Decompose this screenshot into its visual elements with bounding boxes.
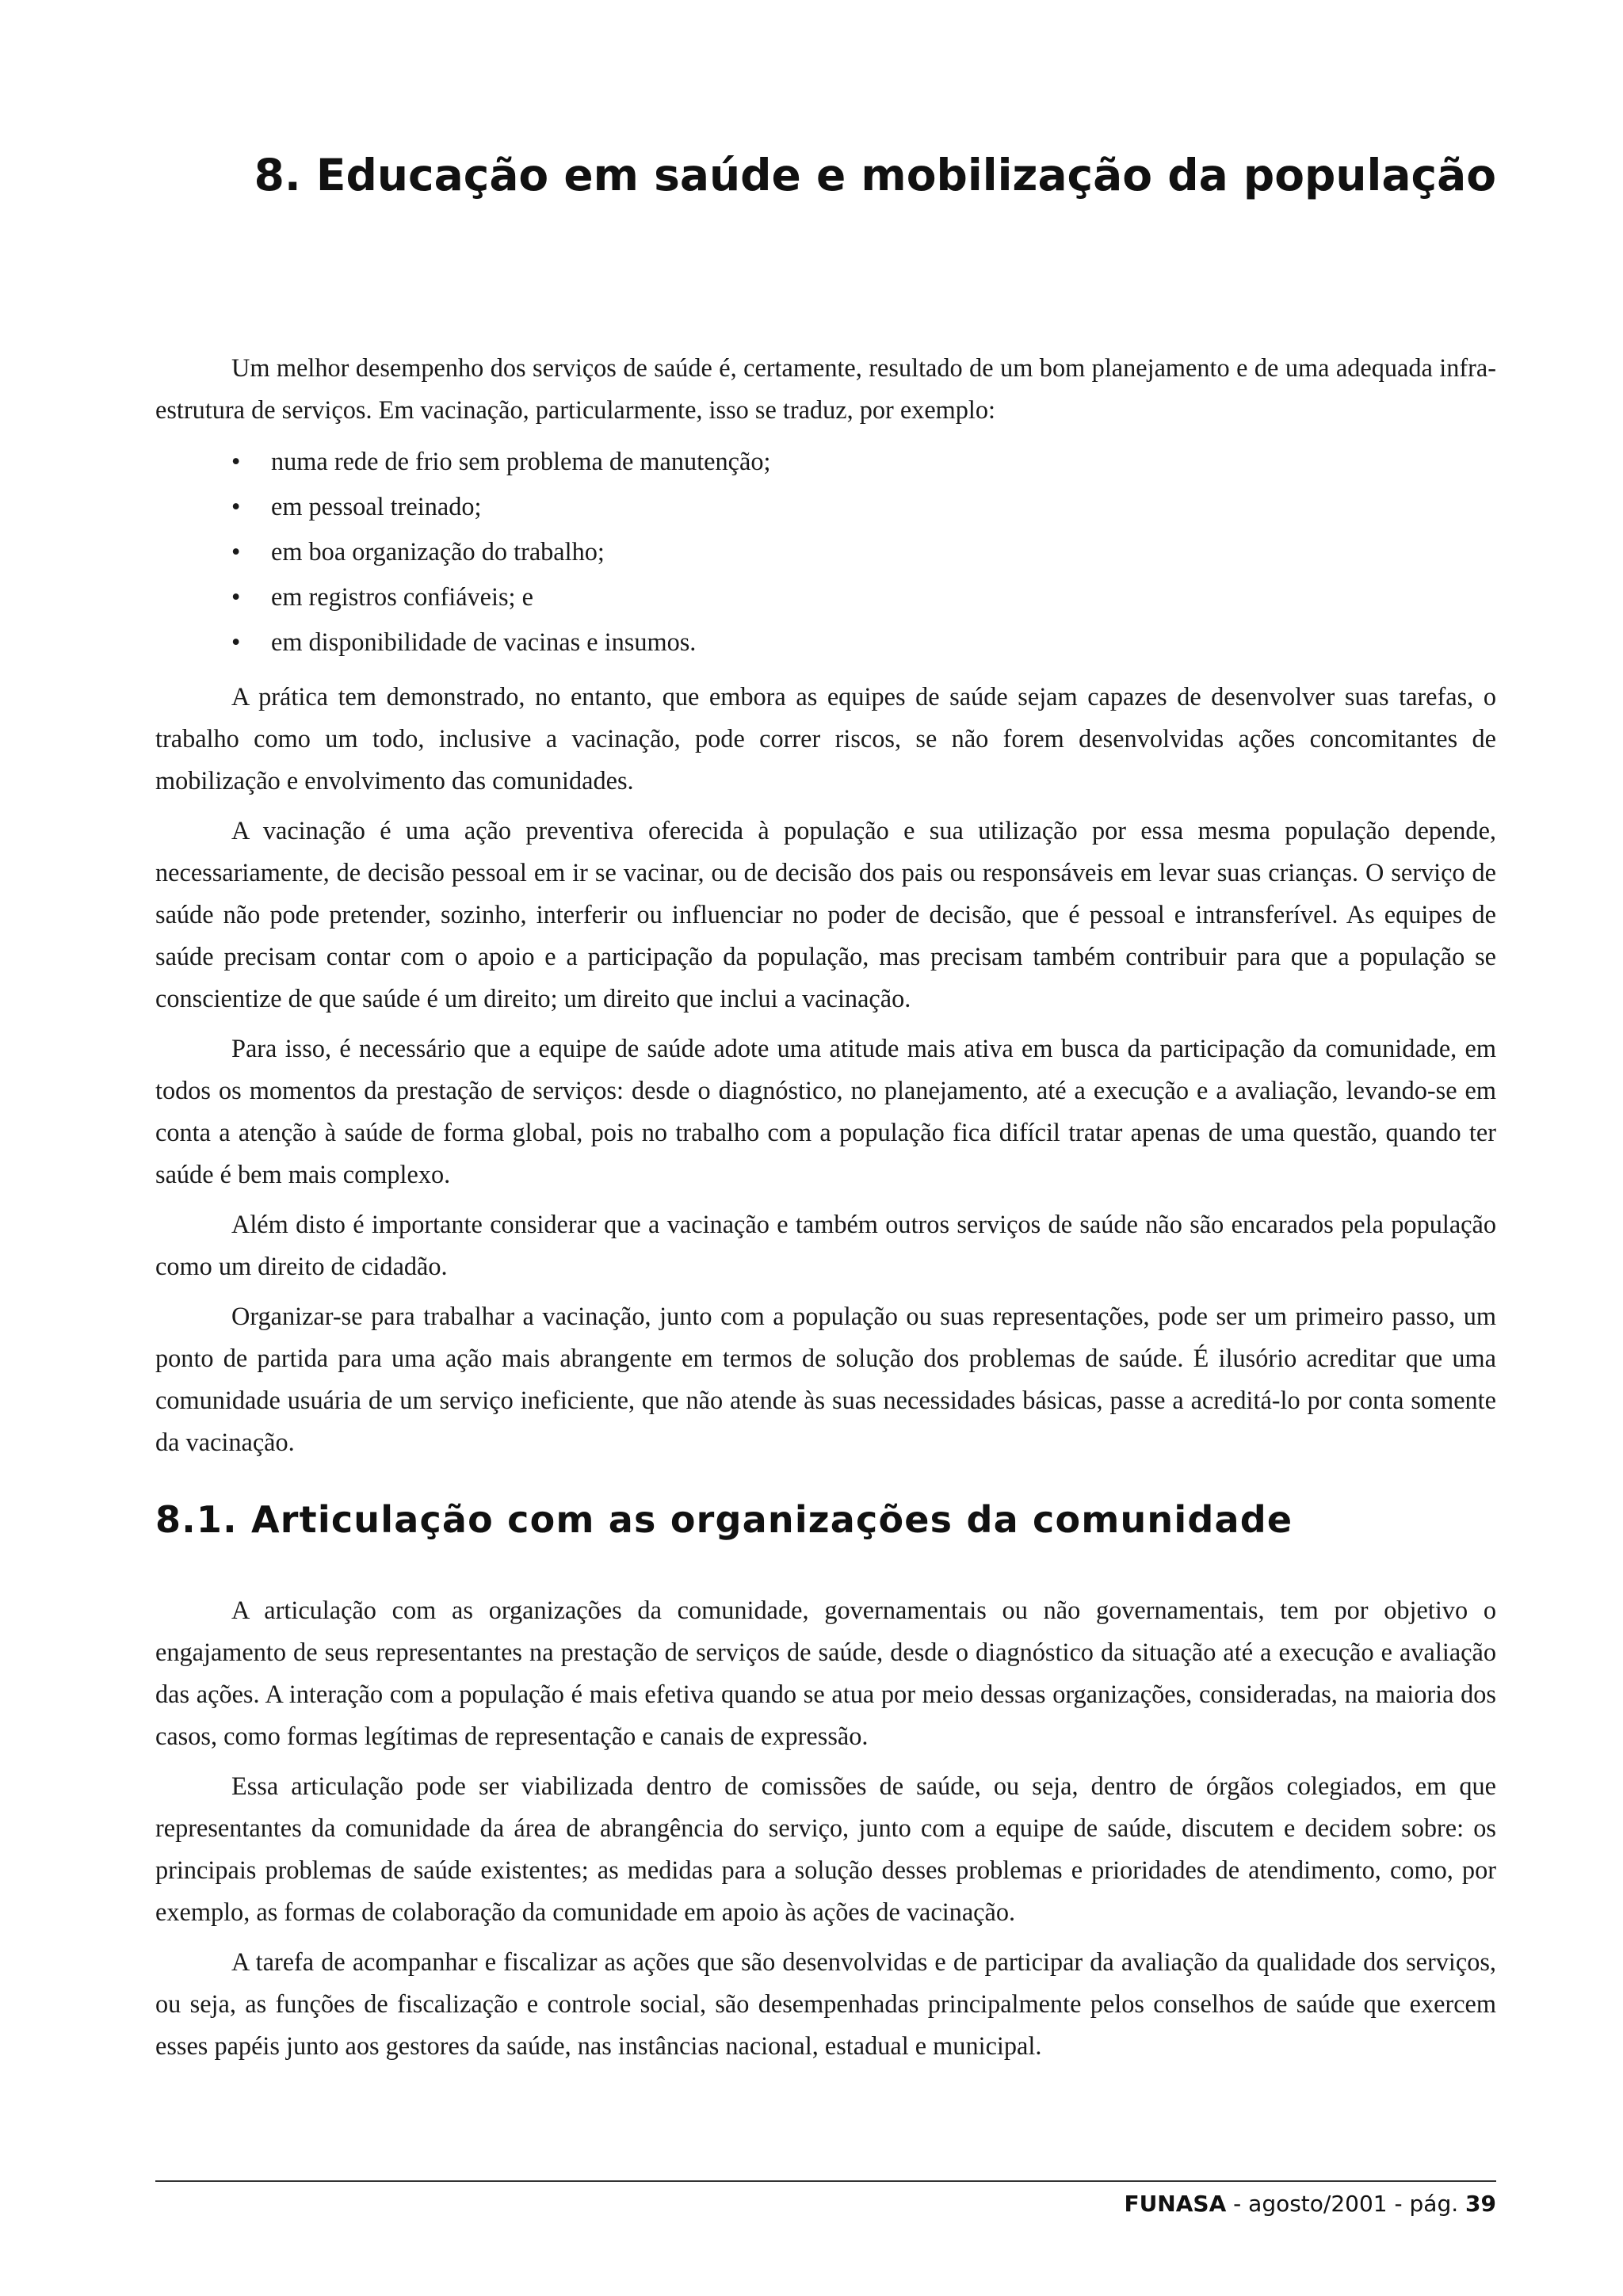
body-paragraph: A vacinação é uma ação preventiva oferecida à população e sua utilização por essa mesma população depende, necessariamente, de decisão pessoal em ir se vacinar, ou de decisão dos pais ou responsáveis em levar suas crianças. O serviço de saúde não pode pretender, sozinho, interferir ou influenciar no poder de decisão, que é pessoal e intransferível. As equipes de saúde precisam contar com o apoio e a participação da população, mas precisam também contribuir para que a população se conscientize de que saúde é um direito; um direito que inclui a vacinação. [155, 816, 1496, 1013]
bullet-text: em disponibilidade de vacinas e insumos. [271, 627, 697, 656]
section-paragraph: A articulação com as organizações da comunidade, governamentais ou não governamentais, tem por objetivo o engajamento de seus representantes na prestação de serviços de saúde, desde o diagnóstico da situação até a execução e avaliação das ações. A interação com a população é mais efetiva quando se atua por meio dessas organizações, consideradas, na maioria dos casos, como formas legítimas de representação e canais de expressão. [155, 1596, 1496, 1750]
footer-separator: - [1387, 2191, 1410, 2217]
body-paragraph: A prática tem demonstrado, no entanto, que embora as equipes de saúde sejam capazes de desenvolver suas tarefas, o trabalho como um todo, inclusive a vacinação, pode correr riscos, se não forem desenvolvidas ações concomitantes de mobilização e envolvimento das comunidades. [155, 682, 1496, 795]
bullet-marker: • [231, 627, 241, 656]
section-title: 8.1. Articulação com as organizações da comunidade [155, 1498, 1293, 1541]
intro-paragraph: Um melhor desempenho dos serviços de saúde é, certamente, resultado de um bom planejamento e de uma adequada infra-estrutura de serviços. Em vacinação, particularmente, isso se traduz, por exemplo: [155, 353, 1496, 424]
body-paragraph: Organizar-se para trabalhar a vacinação, junto com a população ou suas representações, pode ser um primeiro passo, um ponto de partida para uma ação mais abrangente em termos de solução dos problemas de saúde. É ilusório acreditar que uma comunidade usuária de um serviço ineficiente, que não atende às suas necessidades básicas, passe a acreditá-lo por conta somente da vacinação. [155, 1302, 1496, 1456]
footer-date: agosto/2001 [1248, 2191, 1388, 2217]
bullet-text: numa rede de frio sem problema de manutenção; [271, 447, 771, 475]
bullet-item [155, 574, 1496, 620]
body-paragraph: Para isso, é necessário que a equipe de saúde adote uma atitude mais ativa em busca da participação da comunidade, em todos os momentos da prestação de serviços: desde o diagnóstico, no planejamento, até a execução e a avaliação, levando-se em conta a atenção à saúde de forma global, pois no trabalho com a população fica difícil tratar apenas de uma questão, quando ter saúde é bem mais complexo. [155, 1034, 1496, 1188]
page-footer [1124, 2188, 1496, 2220]
footer-separator: - [1226, 2191, 1249, 2217]
bullet-text: em registros confiáveis; e [271, 582, 533, 611]
footer-divider [155, 2180, 1496, 2182]
bullet-text: em boa organização do trabalho; [271, 537, 605, 566]
bullet-text: em pessoal treinado; [271, 492, 482, 521]
bullet-list [155, 439, 1496, 665]
footer-page-label: pág. [1409, 2191, 1459, 2217]
footer-org: FUNASA [1124, 2191, 1227, 2217]
footer-page-number: 39 [1465, 2191, 1496, 2217]
bullet-marker: • [231, 492, 241, 521]
section-paragraph: Essa articulação pode ser viabilizada dentro de comissões de saúde, ou seja, dentro de órgãos colegiados, em que representantes da comunidade da área de abrangência do serviço, junto com a equipe de saúde, discutem e decidem sobre: os principais problemas de saúde existentes; as medidas para a solução desses problemas e prioridades de atendimento, como, por exemplo, as formas de colaboração da comunidade em apoio às ações de vacinação. [155, 1772, 1496, 1926]
section-body [155, 1589, 1496, 2075]
body-paragraph: Além disto é importante considerar que a vacinação e também outros serviços de saúde não são encarados pela população como um direito de cidadão. [155, 1210, 1496, 1280]
chapter-body [155, 347, 1496, 1471]
chapter-title: 8. Educação em saúde e mobilização da população [254, 150, 1496, 200]
bullet-marker: • [231, 582, 241, 611]
bullet-item [155, 620, 1496, 665]
section-paragraph: A tarefa de acompanhar e fiscalizar as ações que são desenvolvidas e de participar da avaliação da qualidade dos serviços, ou seja, as funções de fiscalização e controle social, são desempenhadas principalmente pelos conselhos de saúde que exercem esses papéis junto aos gestores da saúde, nas instâncias nacional, estadual e municipal. [155, 1947, 1496, 2060]
bullet-item [155, 484, 1496, 529]
bullet-item [155, 529, 1496, 574]
bullet-marker: • [231, 537, 241, 566]
bullet-marker: • [231, 447, 241, 475]
bullet-item [155, 439, 1496, 484]
